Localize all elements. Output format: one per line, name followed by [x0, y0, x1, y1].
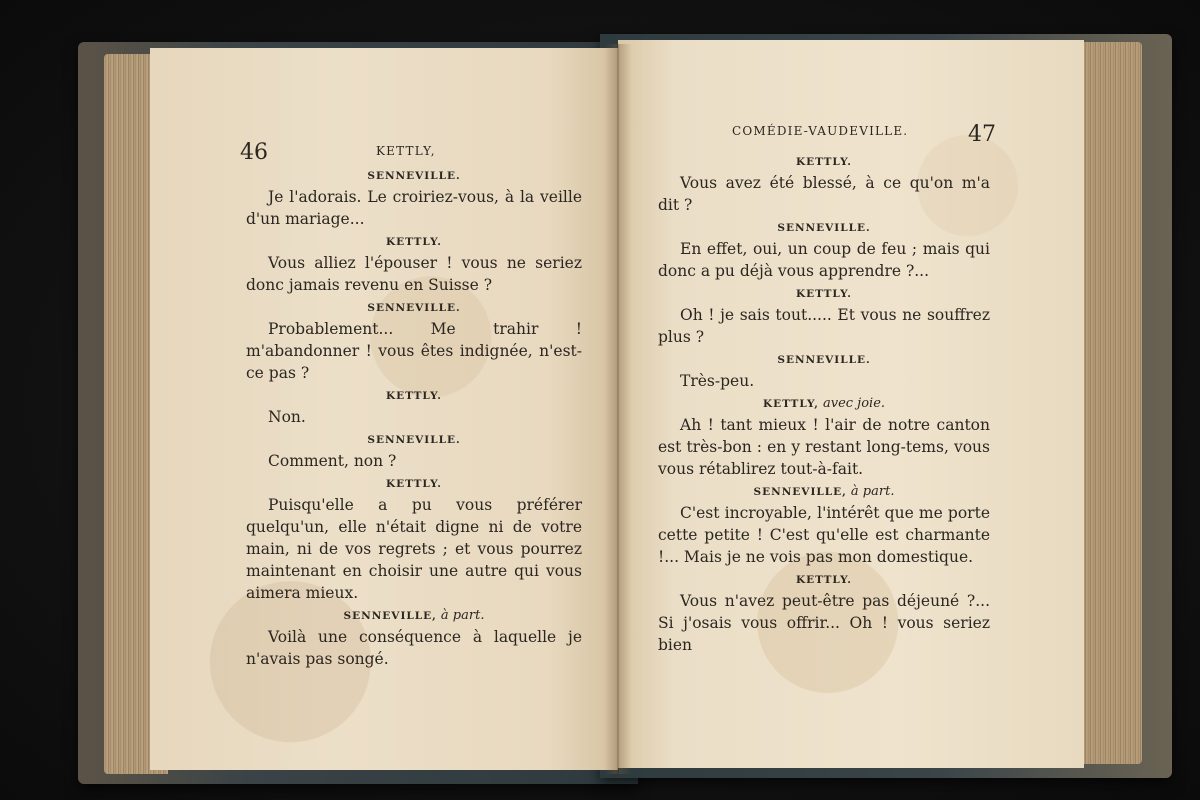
stage-direction: à part. — [436, 608, 485, 623]
speaker-heading — [658, 284, 990, 304]
dialogue-line: C'est incroyable, l'intérêt que me porte cette petite ! C'est qu'elle est charmante !... Mais je ne vois pas mon domestique. — [658, 504, 990, 566]
speaker-name: KETTLY. — [796, 574, 852, 586]
page-number: 47 — [968, 122, 996, 147]
speaker-name: KETTLY. — [386, 390, 442, 402]
speaker-name: SENNEVILLE. — [367, 302, 461, 314]
left-page-text — [246, 166, 582, 672]
speaker-name: KETTLY. — [796, 288, 852, 300]
speaker-name: SENNEVILLE. — [777, 222, 871, 234]
speaker-name: KETTLY. — [386, 478, 442, 490]
speaker-heading — [658, 570, 990, 590]
speaker-name: SENNEVILLE. — [367, 170, 461, 182]
dialogue-line: Oh ! je sais tout..... Et vous ne souffrez plus ? — [658, 306, 990, 346]
speaker-name: SENNEVILLE, — [343, 610, 437, 622]
speaker-heading — [658, 350, 990, 370]
dialogue-line: Vous alliez l'épouser ! vous ne seriez donc jamais revenu en Suisse ? — [246, 254, 582, 294]
dialogue-line: Puisqu'elle a pu vous préférer quelqu'un, elle n'était digne ni de votre main, ni de vos regrets ; et vous pourrez maintenant en choisir une autre qui vous aimera mieux. — [246, 496, 582, 602]
speaker-name: KETTLY, — [762, 398, 819, 410]
speaker-name: SENNEVILLE. — [367, 434, 461, 446]
speaker-name: SENNEVILLE. — [777, 354, 871, 366]
speaker-heading — [658, 218, 990, 238]
dialogue-line: Voilà une conséquence à laquelle je n'avais pas songé. — [246, 628, 582, 668]
running-head: COMÉDIE-VAUDEVILLE. — [732, 124, 909, 138]
right-page-text — [658, 152, 990, 658]
speaker-heading — [246, 430, 582, 450]
speaker-heading — [246, 606, 582, 626]
speaker-name: KETTLY. — [386, 236, 442, 248]
speaker-heading — [246, 166, 582, 186]
dialogue-line: Probablement... Me trahir ! m'abandonner ! vous êtes indignée, n'est-ce pas ? — [246, 320, 582, 382]
dialogue-line: Très-peu. — [680, 372, 755, 390]
right-page — [618, 40, 1084, 768]
speaker-name: SENNEVILLE, — [753, 486, 847, 498]
speaker-heading — [658, 152, 990, 172]
speaker-heading — [658, 394, 990, 414]
book-gutter — [604, 44, 632, 774]
speaker-heading — [246, 232, 582, 252]
left-page — [150, 48, 618, 770]
stage-direction: à part. — [846, 484, 895, 499]
speaker-heading — [658, 482, 990, 502]
speaker-heading — [246, 298, 582, 318]
dialogue-line: Vous n'avez peut-être pas déjeuné ?... Si j'osais vous offrir... Oh ! vous seriez bien — [658, 592, 990, 654]
dialogue-line: Comment, non ? — [268, 452, 397, 470]
stage-direction: avec joie. — [818, 396, 886, 411]
dialogue-line: Ah ! tant mieux ! l'air de notre canton est très-bon : en y restant long-tems, vous vous rétablirez tout-à-fait. — [658, 416, 990, 478]
dialogue-line: Je l'adorais. Le croiriez-vous, à la veille d'un mariage... — [246, 188, 582, 228]
dialogue-line: Non. — [268, 408, 306, 426]
page-edges-right — [1080, 42, 1142, 764]
speaker-heading — [246, 474, 582, 494]
running-head: KETTLY, — [376, 144, 436, 158]
page-number: 46 — [240, 140, 268, 165]
dialogue-line: Vous avez été blessé, à ce qu'on m'a dit ? — [658, 174, 990, 214]
speaker-name: KETTLY. — [796, 156, 852, 168]
dialogue-line: En effet, oui, un coup de feu ; mais qui donc a pu déjà vous apprendre ?... — [658, 240, 990, 280]
speaker-heading — [246, 386, 582, 406]
